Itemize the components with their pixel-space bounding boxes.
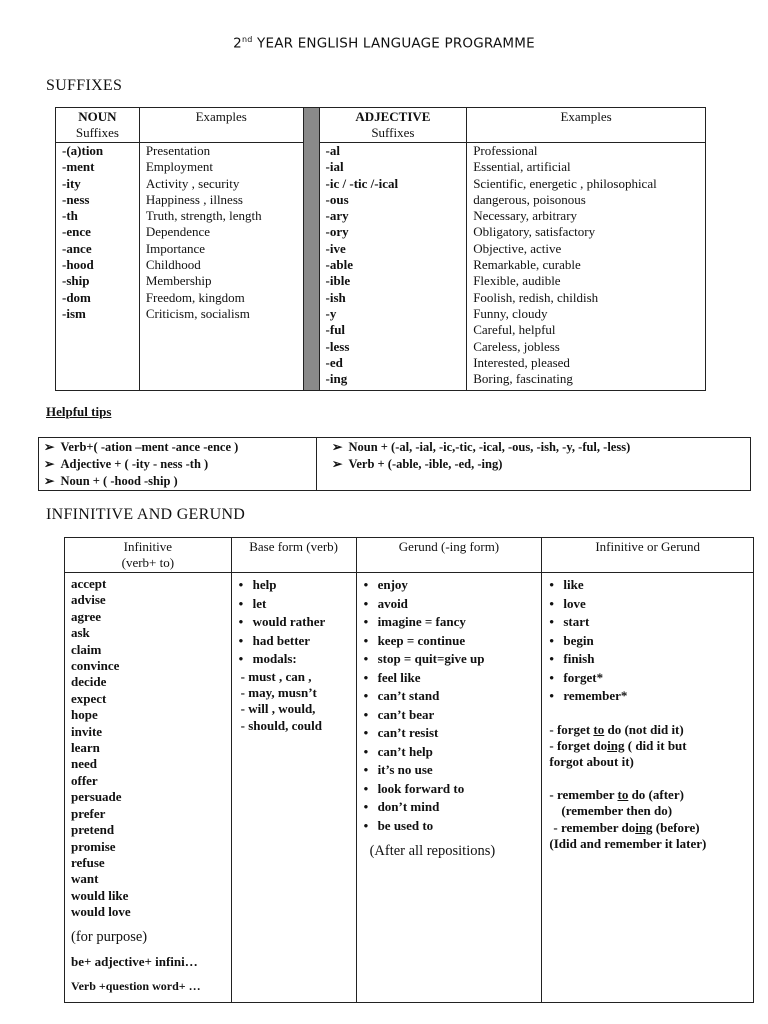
infinitive-verb: decide	[71, 674, 107, 690]
noun-example: Truth, strength, length	[145, 208, 262, 224]
adjective-example: dangerous, poisonous	[473, 191, 586, 207]
both-verb-list	[549, 576, 753, 706]
adjective-example: Necessary, arbitrary	[473, 208, 578, 224]
arrow-bullet-icon: ➢	[44, 440, 55, 454]
adjective-suffix: -ible	[325, 273, 351, 289]
noun-suffix: -ship	[62, 273, 90, 289]
gerund-verb: • imagine = fancy	[364, 613, 542, 632]
gerund-verb-list	[364, 576, 542, 835]
infinitive-verb: learn	[71, 740, 100, 756]
noun-example-list	[139, 143, 303, 391]
be-adjective-note: be+ adjective+ infini…	[71, 953, 198, 969]
arrow-bullet-icon: ➢	[44, 474, 55, 488]
tip-text: Adjective + ( -ity - ness -th )	[60, 457, 209, 471]
infinitive-gerund-table	[64, 537, 754, 1003]
forget-explanation: - forget to do (not did it) - forget doing ( did it but forgot about it)	[549, 721, 687, 770]
infinitive-verb-list	[71, 576, 231, 921]
noun-example: Freedom, kingdom	[145, 289, 245, 305]
noun-suffix: -ment	[62, 159, 95, 175]
modal-item: - should, could	[240, 717, 322, 733]
gerund-verb: • can’t resist	[364, 724, 542, 743]
adjective-suffix-list	[319, 143, 467, 391]
helpful-tips-heading: Helpful tips	[46, 404, 112, 419]
base-form-item: • had better	[239, 632, 356, 651]
noun-example: Dependence	[145, 224, 211, 240]
adjective-example: Objective, active	[473, 240, 562, 256]
infinitive-verb: hope	[71, 707, 98, 723]
modal-item: - must , can ,	[240, 668, 312, 684]
infinitive-verb: would love	[71, 904, 131, 920]
both-verb: • remember*	[549, 687, 753, 706]
adjective-suffix: -ish	[325, 289, 346, 305]
arrow-bullet-icon: ➢	[44, 457, 55, 471]
infinitive-or-gerund-column	[542, 573, 754, 1003]
infinitive-verb: convince	[71, 658, 120, 674]
adjective-suffix: -ory	[325, 224, 349, 240]
base-form-item: • help	[239, 576, 356, 595]
adjective-example: Boring, fascinating	[473, 371, 573, 387]
tip-item	[332, 456, 630, 473]
modals-list	[239, 669, 356, 735]
question-word-note: Verb +question word+ …	[71, 978, 201, 993]
gerund-verb: • can’t bear	[364, 706, 542, 725]
adjective-example: Essential, artificial	[473, 159, 571, 175]
gerund-verb: • can’t stand	[364, 687, 542, 706]
adjective-example: Remarkable, curable	[473, 257, 581, 273]
noun-examples-header: Examples	[139, 108, 303, 143]
infinitive-or-gerund-header: Infinitive or Gerund	[542, 538, 754, 573]
noun-suffix: -ism	[62, 305, 86, 321]
adjective-suffix: -al	[325, 143, 340, 158]
infinitive-verb: would like	[71, 887, 129, 903]
base-form-item: • modals:	[239, 650, 356, 669]
column-divider	[303, 108, 319, 391]
infinitive-verb: expect	[71, 690, 107, 706]
tip-item	[44, 456, 238, 473]
adjective-suffix: -y	[325, 305, 337, 321]
adjective-suffix: -able	[325, 257, 353, 273]
after-prepositions-note: (After all repositions)	[369, 843, 496, 859]
noun-suffix: -(a)tion	[62, 143, 104, 158]
infinitive-verb: need	[71, 756, 97, 772]
adjective-example: Obligatory, satisfactory	[473, 224, 596, 240]
arrow-bullet-icon: ➢	[332, 457, 343, 471]
gerund-header: Gerund (-ing form)	[356, 538, 542, 573]
noun-example: Happiness , illness	[145, 191, 243, 207]
infinitive-verb: pretend	[71, 822, 115, 838]
both-verb: • start	[549, 613, 753, 632]
gerund-verb: • it’s no use	[364, 761, 542, 780]
base-form-item: • would rather	[239, 613, 356, 632]
adjective-example: Flexible, audible	[473, 273, 561, 289]
gerund-verb: • don’t mind	[364, 798, 542, 817]
base-form-header: Base form (verb)	[231, 538, 356, 573]
infinitive-verb: agree	[71, 608, 102, 624]
noun-example: Importance	[145, 240, 206, 256]
adjective-suffix: -ary	[325, 208, 349, 224]
noun-suffixes-header: NOUN Suffixes	[56, 108, 140, 143]
suffixes-table	[55, 107, 706, 391]
adjective-example: Careless, jobless	[473, 338, 560, 354]
adjective-example: Funny, cloudy	[473, 305, 548, 321]
gerund-verb: • stop = quit=give up	[364, 650, 542, 669]
noun-suffix: -ness	[62, 191, 90, 207]
both-verb: • like	[549, 576, 753, 595]
tip-item	[44, 473, 238, 490]
adjective-suffix: -ed	[325, 354, 343, 370]
noun-suffix: -ance	[62, 240, 92, 256]
infinitive-verb: prefer	[71, 805, 106, 821]
gerund-verb: • feel like	[364, 669, 542, 688]
noun-example: Membership	[145, 273, 212, 289]
adjective-example: Interested, pleased	[473, 354, 570, 370]
infinitive-verb: accept	[71, 576, 107, 591]
infinitive-verb: persuade	[71, 789, 122, 805]
adjective-suffix: -ous	[325, 191, 349, 207]
noun-suffix-list	[56, 143, 140, 391]
modal-item: - may, musn’t	[240, 684, 317, 700]
adjective-suffix: -less	[325, 338, 350, 354]
tip-item	[332, 439, 630, 456]
both-verb: • forget*	[549, 669, 753, 688]
infinitive-verb: promise	[71, 838, 116, 854]
infinitive-column	[65, 573, 232, 1003]
tip-text: Verb + (-able, -ible, -ed, -ing)	[348, 457, 503, 471]
tips-divider	[316, 438, 317, 490]
gerund-verb: • enjoy	[364, 576, 542, 595]
for-purpose-note: (for purpose)	[71, 928, 148, 945]
arrow-bullet-icon: ➢	[332, 440, 343, 454]
document-title: 2nd YEAR ENGLISH LANGUAGE PROGRAMME	[233, 35, 535, 52]
noun-example: Activity , security	[145, 175, 240, 191]
base-form-list	[239, 576, 356, 669]
adjective-example-list	[467, 143, 706, 391]
adjective-examples-header: Examples	[467, 108, 706, 143]
both-verb: • finish	[549, 650, 753, 669]
gerund-verb: • avoid	[364, 595, 542, 614]
tip-text: Verb+( -ation –ment -ance -ence )	[60, 440, 239, 454]
adjective-example: Careful, helpful	[473, 322, 556, 338]
infinitive-verb: offer	[71, 772, 98, 788]
infinitive-verb: want	[71, 871, 99, 887]
gerund-verb: • be used to	[364, 817, 542, 836]
base-form-item: • let	[239, 595, 356, 614]
both-verb: • begin	[549, 632, 753, 651]
adjective-suffix: -ic / -tic /-ical	[325, 175, 399, 191]
adjective-suffix: -ive	[325, 240, 346, 256]
infinitive-gerund-heading: INFINITIVE AND GERUND	[46, 506, 246, 523]
adjective-suffixes-header: ADJECTIVE Suffixes	[319, 108, 467, 143]
noun-suffix: -dom	[62, 289, 91, 305]
noun-example: Childhood	[145, 257, 201, 273]
tips-right-column	[332, 439, 630, 473]
noun-suffix: -ity	[62, 175, 81, 191]
gerund-verb: • keep = continue	[364, 632, 542, 651]
infinitive-verb: refuse	[71, 854, 105, 870]
tip-item	[44, 439, 238, 456]
gerund-verb: • look forward to	[364, 780, 542, 799]
both-verb: • love	[549, 595, 753, 614]
infinitive-verb: claim	[71, 641, 102, 657]
infinitive-verb: ask	[71, 625, 90, 641]
adjective-example: Professional	[473, 143, 538, 158]
infinitive-verb: invite	[71, 723, 103, 739]
adjective-example: Foolish, redish, childish	[473, 289, 599, 305]
adjective-suffix: -ing	[325, 371, 348, 387]
base-form-column	[231, 573, 356, 1003]
gerund-column	[356, 573, 542, 1003]
noun-suffix: -hood	[62, 257, 94, 273]
noun-example: Employment	[145, 159, 213, 175]
adjective-suffix: -ful	[325, 322, 346, 338]
noun-suffix: -th	[62, 208, 78, 224]
adjective-example: Scientific, energetic , philosophical	[473, 175, 657, 191]
noun-example: Criticism, socialism	[145, 305, 250, 321]
tips-left-column	[44, 439, 238, 490]
remember-explanation: - remember to do (after) (remember then do) - remember doing (before) (Idid and remember it later)	[549, 786, 707, 851]
helpful-tips-box	[38, 437, 751, 491]
adjective-suffix: -ial	[325, 159, 344, 175]
noun-example: Presentation	[145, 143, 211, 158]
suffixes-heading: SUFFIXES	[46, 77, 123, 94]
noun-suffix: -ence	[62, 224, 91, 240]
tip-text: Noun + (-al, -ial, -ic,-tic, -ical, -ous, -ish, -y, -ful, -less)	[348, 440, 631, 454]
infinitive-header: Infinitive (verb+ to)	[65, 538, 232, 573]
gerund-verb: • can’t help	[364, 743, 542, 762]
infinitive-verb: advise	[71, 592, 106, 608]
modal-item: - will , would,	[240, 701, 316, 717]
tip-text: Noun + ( -hood -ship )	[60, 474, 178, 488]
